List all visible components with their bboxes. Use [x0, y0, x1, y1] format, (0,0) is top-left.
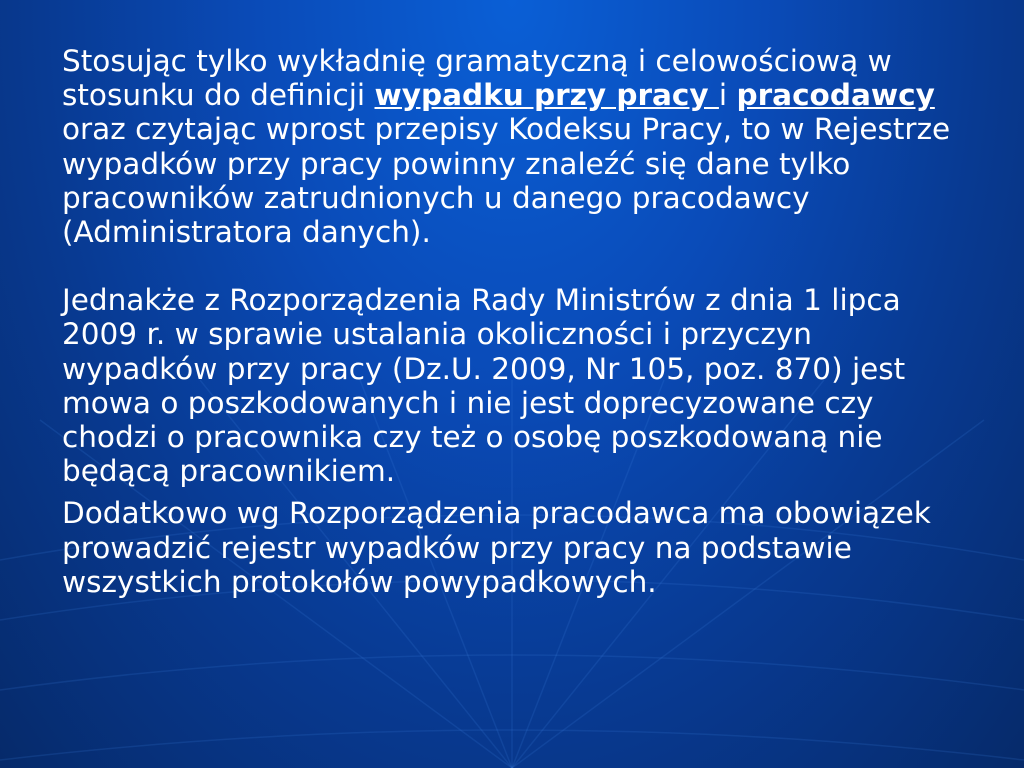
- paragraph-1-text-end: oraz czytając wprost przepisy Kodeksu Pracy, to w Rejestrze wypadków przy pracy powinny znaleźć się dane tylko pracowników zatrudnionych u danego pracodawcy (Administratora danych).: [62, 112, 951, 250]
- paragraph-3: Dodatkowo wg Rozporządzenia pracodawca ma obowiązek prowadzić rejestr wypadków przy pracy na podstawie wszystkich protokołów powypadkowych.: [62, 496, 931, 599]
- link-pracodawcy[interactable]: pracodawcy: [736, 78, 935, 113]
- paragraph-spacer: [62, 249, 972, 283]
- paragraph-1-text-start: Stosując tylko wykładnię gramatyczną i celowościową w stosunku do definicji: [62, 44, 892, 113]
- paragraph-2: Jednakże z Rozporządzenia Rady Ministrów z dnia 1 lipca 2009 r. w sprawie ustalania okoliczności i przyczyn wypadków przy pracy (Dz.U. 2009, Nr 105, poz. 870) jest mowa o poszkodowanych i nie jest doprecyzowane czy chodzi o pracownika czy też o osobę poszkodowaną nie będącą pracownikiem.: [62, 283, 906, 489]
- link-wypadku-przy-pracy[interactable]: wypadku przy pracy: [374, 78, 719, 113]
- paragraph-1: [62, 44, 972, 249]
- slide-body: [62, 44, 972, 599]
- paragraph-1-text-between: i: [718, 78, 737, 113]
